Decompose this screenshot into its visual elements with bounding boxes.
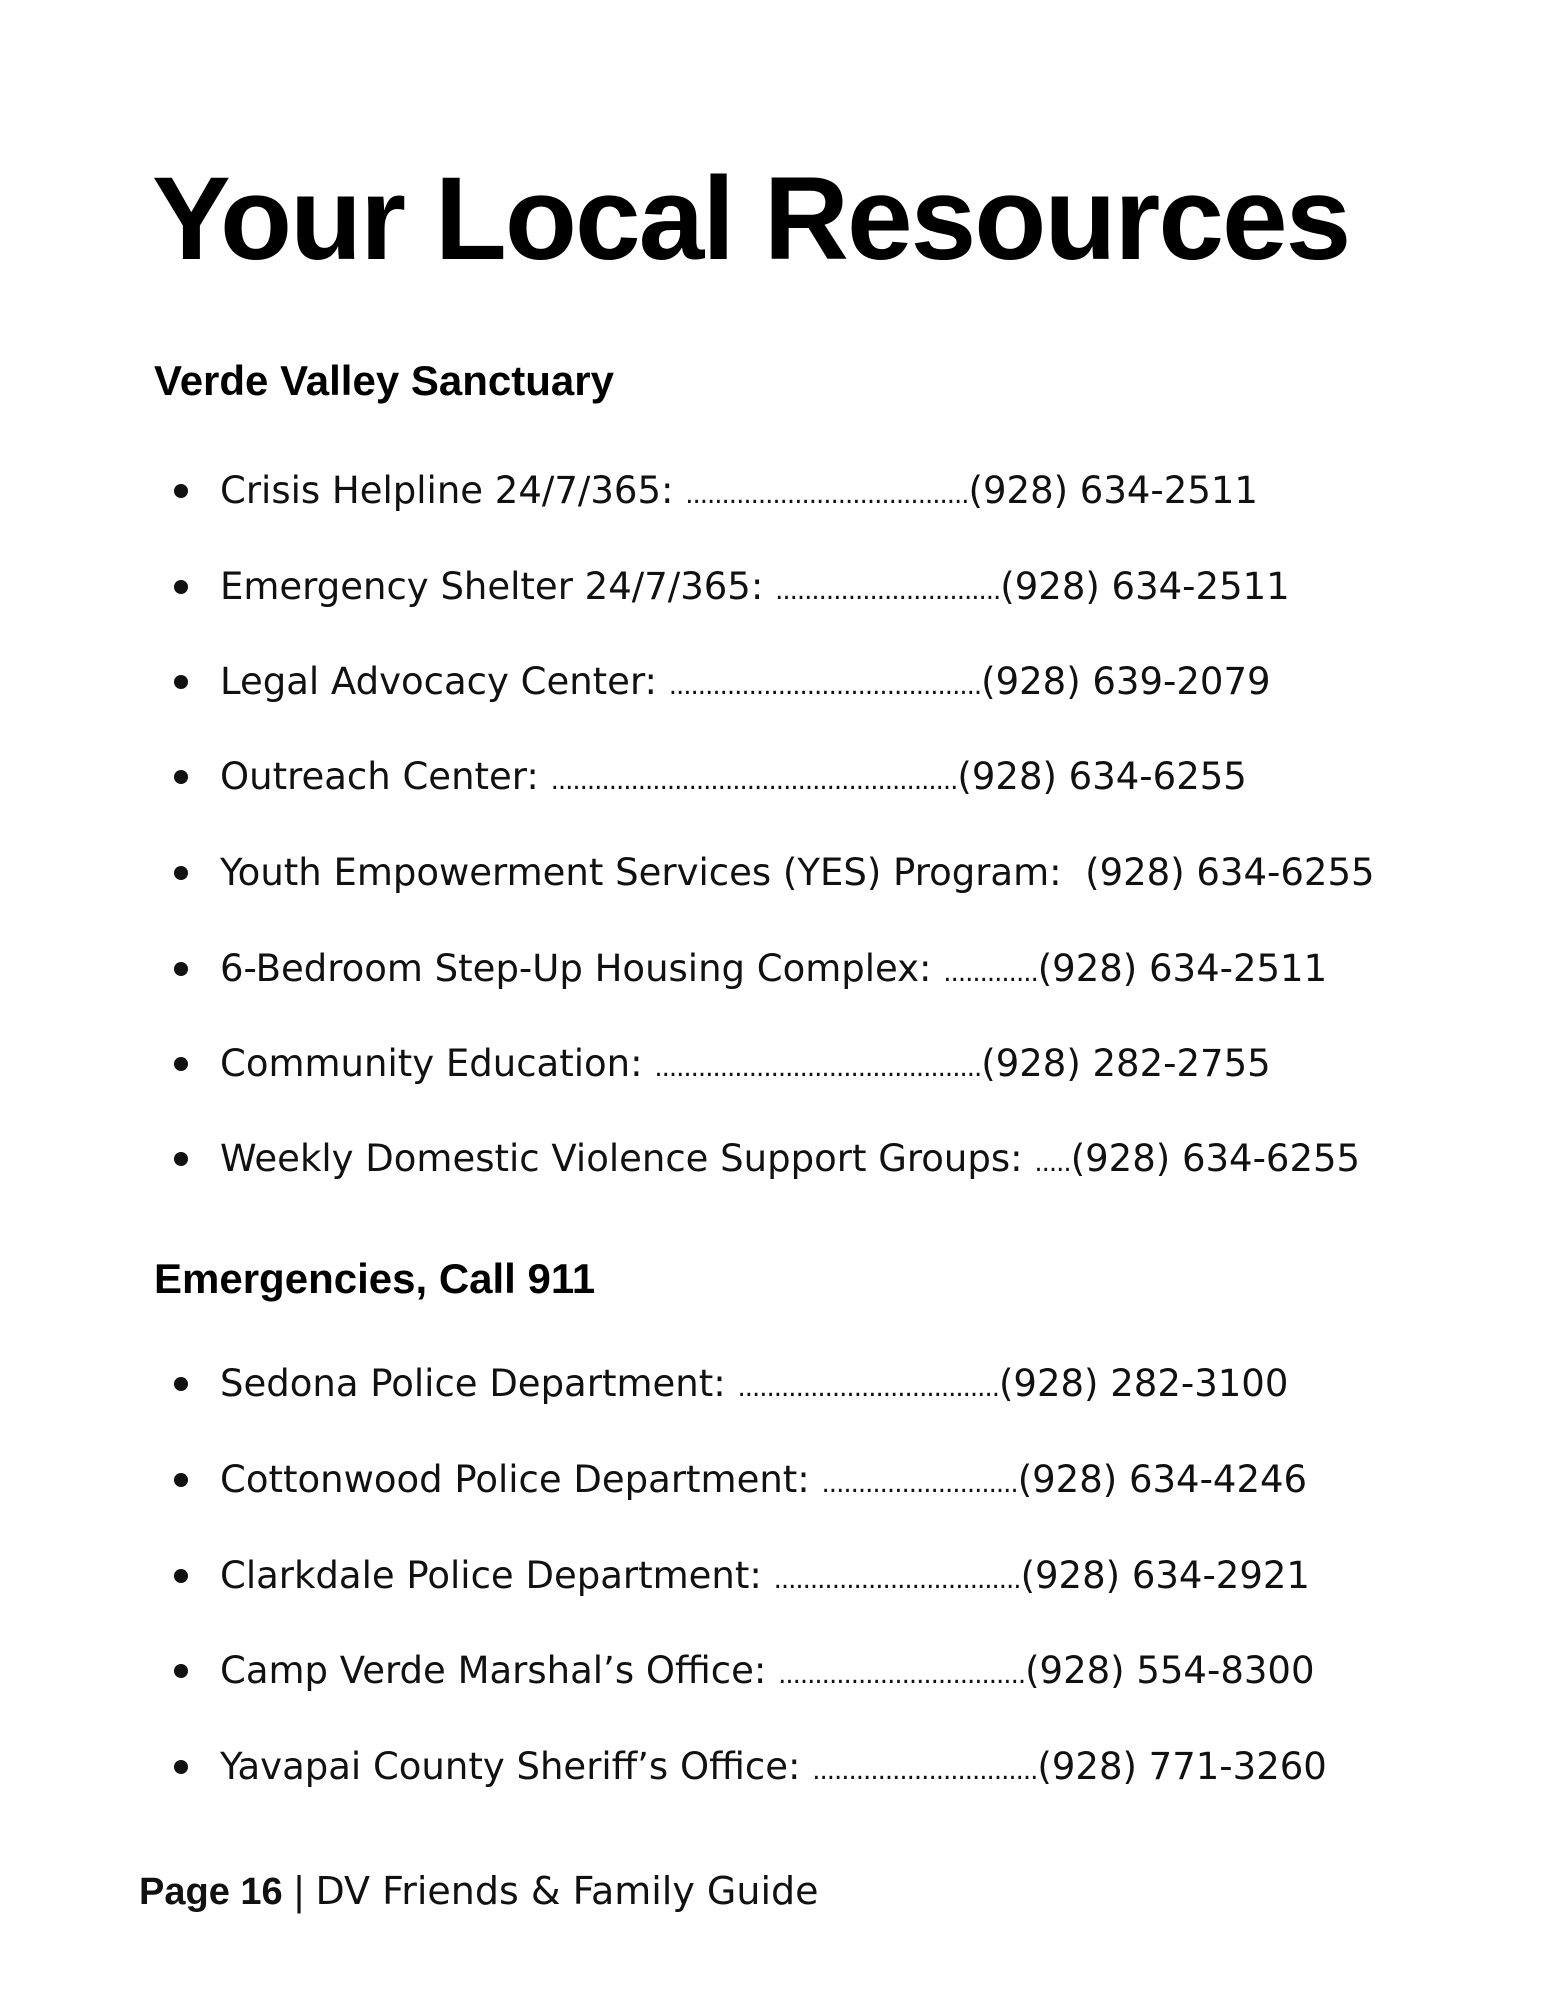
resource-label: Community Education: xyxy=(220,1042,643,1085)
resource-label: Youth Empowerment Services (YES) Program: xyxy=(220,851,1062,894)
bullet-icon xyxy=(174,962,188,976)
section-heading-emergencies: Emergencies, Call 911 xyxy=(154,1255,596,1302)
resource-label: Weekly Domestic Violence Support Groups: xyxy=(220,1137,1023,1180)
page-footer xyxy=(139,1869,819,1913)
dot-leader: ........................... xyxy=(821,1469,1018,1499)
bullet-icon xyxy=(174,866,188,880)
list-item xyxy=(220,1452,1307,1508)
list-item xyxy=(220,654,1271,710)
resource-label: Outreach Center: xyxy=(220,755,539,798)
page-title: Your Local Resources xyxy=(152,153,1350,285)
bullet-icon xyxy=(174,1664,188,1678)
phone-number[interactable]: (928) 634-2511 xyxy=(1000,565,1290,608)
footer-separator: | xyxy=(292,1869,306,1913)
bullet-icon xyxy=(174,1569,188,1583)
list-item xyxy=(220,1548,1310,1604)
bullet-icon xyxy=(174,484,188,498)
resource-label: Clarkdale Police Department: xyxy=(220,1554,762,1597)
phone-number[interactable]: (928) 634-6255 xyxy=(1070,1137,1361,1180)
bullet-icon xyxy=(174,1152,188,1166)
phone-number[interactable]: (928) 554-8300 xyxy=(1025,1649,1315,1692)
phone-number[interactable]: (928) 282-3100 xyxy=(998,1362,1289,1405)
list-item xyxy=(220,1739,1327,1795)
resource-label: Cottonwood Police Department: xyxy=(220,1458,810,1501)
bullet-icon xyxy=(174,1377,188,1391)
bullet-icon xyxy=(174,580,188,594)
bullet-icon xyxy=(174,1473,188,1487)
dot-leader: ............. xyxy=(943,958,1038,988)
list-item xyxy=(220,1643,1314,1699)
guide-title: DV Friends & Family Guide xyxy=(315,1869,819,1913)
resource-label: Crisis Helpline 24/7/365: xyxy=(220,469,674,512)
bullet-icon xyxy=(174,770,188,784)
bullet-icon xyxy=(174,675,188,689)
dot-leader: ....................................... xyxy=(685,480,969,510)
resource-label: Emergency Shelter 24/7/365: xyxy=(220,565,764,608)
dot-leader: .................................... xyxy=(737,1373,999,1403)
phone-number[interactable]: (928) 634-6255 xyxy=(1085,851,1375,894)
list-item xyxy=(220,941,1327,997)
phone-number[interactable]: (928) 634-6255 xyxy=(957,755,1247,798)
dot-leader: ............................... xyxy=(812,1756,1038,1786)
list-item xyxy=(220,749,1247,805)
resource-label: Sedona Police Department: xyxy=(220,1362,726,1405)
list-item xyxy=(220,845,1375,901)
resource-label: Yavapai County Sheriff’s Office: xyxy=(220,1745,801,1788)
resource-label: Camp Verde Marshal’s Office: xyxy=(220,1649,767,1692)
list-item xyxy=(220,1356,1288,1412)
bullet-icon xyxy=(174,1057,188,1071)
bullet-icon xyxy=(174,1760,188,1774)
list-item xyxy=(220,559,1290,615)
resource-label: 6-Bedroom Step-Up Housing Complex: xyxy=(220,947,932,990)
dot-leader: ........................................................ xyxy=(550,766,958,796)
phone-number[interactable]: (928) 634-2921 xyxy=(1020,1554,1310,1597)
list-item xyxy=(220,1036,1271,1092)
list-item xyxy=(220,463,1258,519)
section-heading-verde-valley-sanctuary: Verde Valley Sanctuary xyxy=(154,357,614,404)
dot-leader: ........................................... xyxy=(668,671,982,701)
dot-leader: ..... xyxy=(1034,1148,1071,1178)
dot-leader: ............................... xyxy=(775,576,1001,606)
phone-number[interactable]: (928) 639-2079 xyxy=(981,660,1271,703)
dot-leader: ............................................. xyxy=(654,1053,982,1083)
phone-number[interactable]: (928) 282-2755 xyxy=(981,1042,1271,1085)
list-item xyxy=(220,1131,1360,1187)
resource-label: Legal Advocacy Center: xyxy=(220,660,657,703)
phone-number[interactable]: (928) 634-2511 xyxy=(968,469,1258,512)
phone-number[interactable]: (928) 634-2511 xyxy=(1037,947,1328,990)
phone-number[interactable]: (928) 634-4246 xyxy=(1017,1458,1308,1501)
dot-leader: .................................. xyxy=(778,1660,1026,1690)
phone-number[interactable]: (928) 771-3260 xyxy=(1037,1745,1327,1788)
page-number: Page 16 xyxy=(139,1871,283,1913)
dot-leader: .................................. xyxy=(773,1565,1021,1595)
